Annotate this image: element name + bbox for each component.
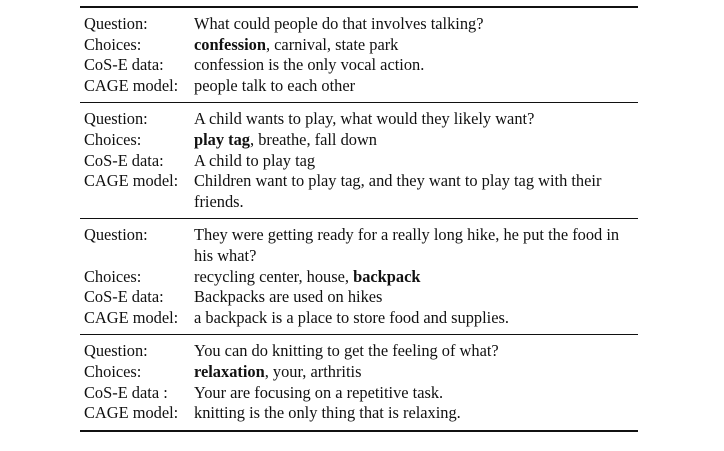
example-block-2 <box>80 103 638 218</box>
cose-row <box>80 151 638 172</box>
cage-row <box>80 76 638 97</box>
choices-text <box>194 267 638 288</box>
cage-text: people talk to each other <box>194 75 356 95</box>
other-choices: , your, arthritis <box>264 361 362 381</box>
choices-row <box>80 130 638 151</box>
cose-label: CoS-E data: <box>84 55 164 75</box>
choices-label: Choices: <box>84 34 142 54</box>
question-label: Question: <box>84 341 148 361</box>
table-bottom-rule <box>80 430 638 432</box>
cage-label: CAGE model: <box>84 171 179 191</box>
other-choices: recycling center, house, <box>194 266 354 286</box>
choices-label: Choices: <box>84 266 142 286</box>
other-choices: , carnival, state park <box>265 34 399 54</box>
cose-row <box>80 383 638 404</box>
choices-label: Choices: <box>84 129 142 149</box>
example-block-1 <box>80 8 638 102</box>
question-label: Question: <box>84 225 148 245</box>
choices-row <box>80 362 638 383</box>
cage-label: CAGE model: <box>84 307 179 327</box>
cose-label: CoS-E data : <box>84 382 168 402</box>
cose-label: CoS-E data: <box>84 287 164 307</box>
choices-row <box>80 35 638 56</box>
question-text: They were getting ready for a really long hike, he put the food in his what? <box>194 225 620 265</box>
choices-label: Choices: <box>84 361 142 381</box>
cage-text: knitting is the only thing that is relaxing. <box>194 403 461 423</box>
question-text: You can do knitting to get the feeling of what? <box>194 341 499 361</box>
cose-row <box>80 287 638 308</box>
question-row <box>80 109 638 130</box>
question-row <box>80 225 638 266</box>
cose-text: confession is the only vocal action. <box>194 55 425 75</box>
question-text: A child wants to play, what would they likely want? <box>194 109 535 129</box>
cose-row <box>80 55 638 76</box>
cage-label: CAGE model: <box>84 403 179 423</box>
question-row <box>80 14 638 35</box>
correct-choice: backpack <box>353 266 421 286</box>
cage-row <box>80 171 638 212</box>
cose-text: Your are focusing on a repetitive task. <box>194 382 444 402</box>
cage-text: a backpack is a place to store food and supplies. <box>194 307 509 327</box>
choices-text <box>194 130 638 151</box>
cose-label: CoS-E data: <box>84 150 164 170</box>
example-block-3 <box>80 219 638 334</box>
choices-text <box>194 362 638 383</box>
cage-text: Children want to play tag, and they want to play tag with their friends. <box>194 171 602 211</box>
question-row <box>80 341 638 362</box>
cage-label: CAGE model: <box>84 75 179 95</box>
cage-row <box>80 403 638 424</box>
examples-table <box>80 6 638 432</box>
example-block-4 <box>80 335 638 429</box>
cage-row <box>80 308 638 329</box>
question-text: What could people do that involves talking? <box>194 14 484 33</box>
cose-text: A child to play tag <box>194 150 316 170</box>
correct-choice: confession <box>194 34 266 54</box>
choices-row <box>80 267 638 288</box>
other-choices: , breathe, fall down <box>250 129 377 149</box>
correct-choice: relaxation <box>194 361 265 381</box>
choices-text <box>194 35 638 56</box>
question-label: Question: <box>84 109 148 129</box>
correct-choice: play tag <box>194 129 251 149</box>
question-label: Question: <box>84 14 148 33</box>
cose-text: Backpacks are used on hikes <box>194 287 383 307</box>
